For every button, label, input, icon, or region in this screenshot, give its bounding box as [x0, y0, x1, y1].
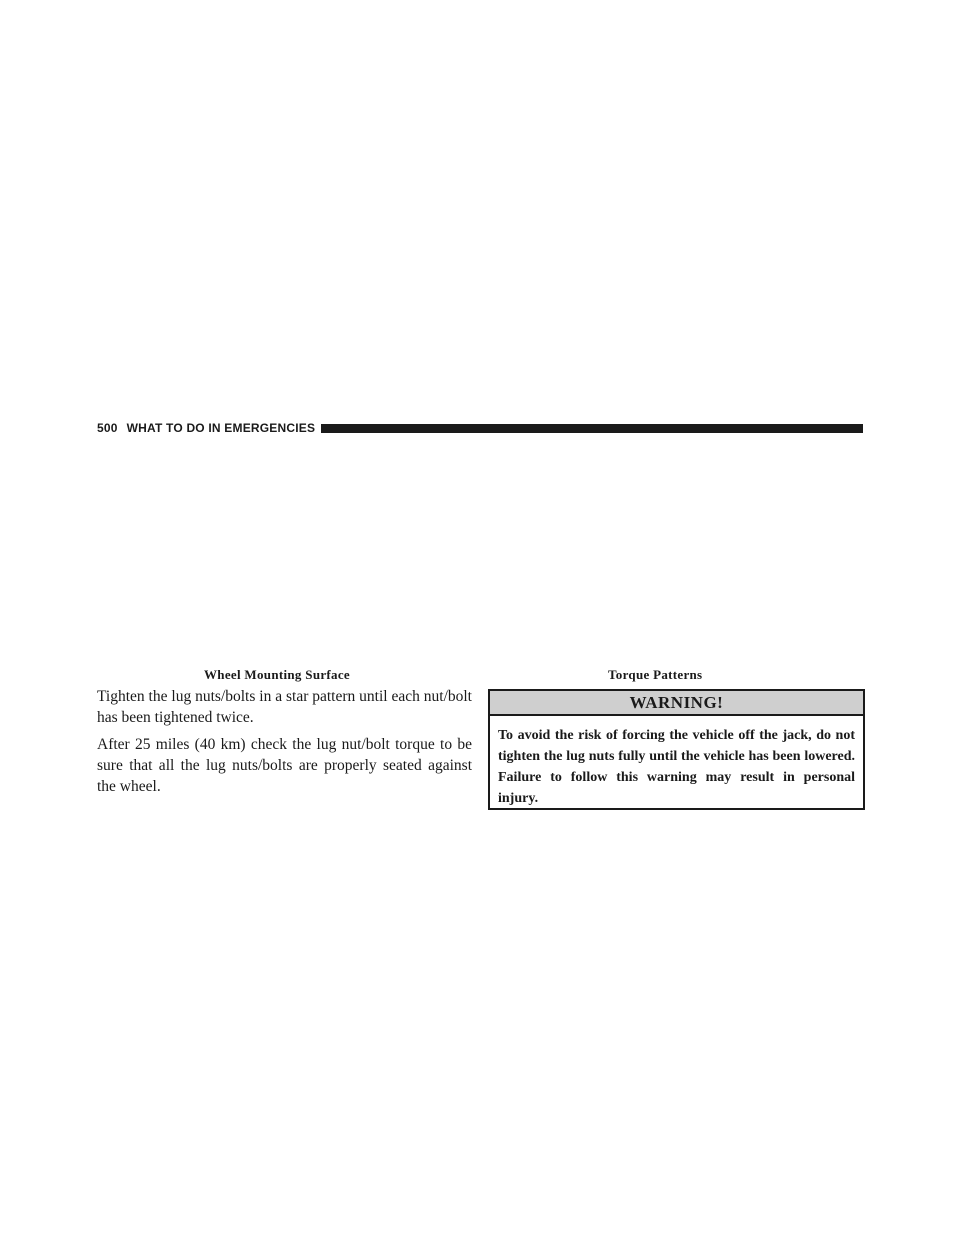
header-rule [321, 424, 863, 433]
warning-title: WARNING! [490, 691, 863, 716]
warning-box [488, 689, 865, 810]
warning-text: To avoid the risk of forcing the vehicle off the jack, do not tighten the lug nuts fully until the vehicle has been lowered. Failure to follow this warning may result in personal injury. [498, 728, 855, 806]
body-paragraph-star-pattern: Tighten the lug nuts/bolts in a star pattern until each nut/bolt has been tightened twice. [97, 688, 472, 726]
page-number: 500 [97, 421, 118, 435]
figure-caption-wheel-mounting-surface: Wheel Mounting Surface [204, 667, 350, 682]
body-paragraph-torque-check: After 25 miles (40 km) check the lug nut/bolt torque to be sure that all the lug nuts/bolts are properly seated against the wheel. [97, 736, 472, 795]
section-title: WHAT TO DO IN EMERGENCIES [126, 421, 316, 435]
page-header [97, 418, 863, 438]
figure-caption-torque-patterns: Torque Patterns [608, 667, 703, 682]
